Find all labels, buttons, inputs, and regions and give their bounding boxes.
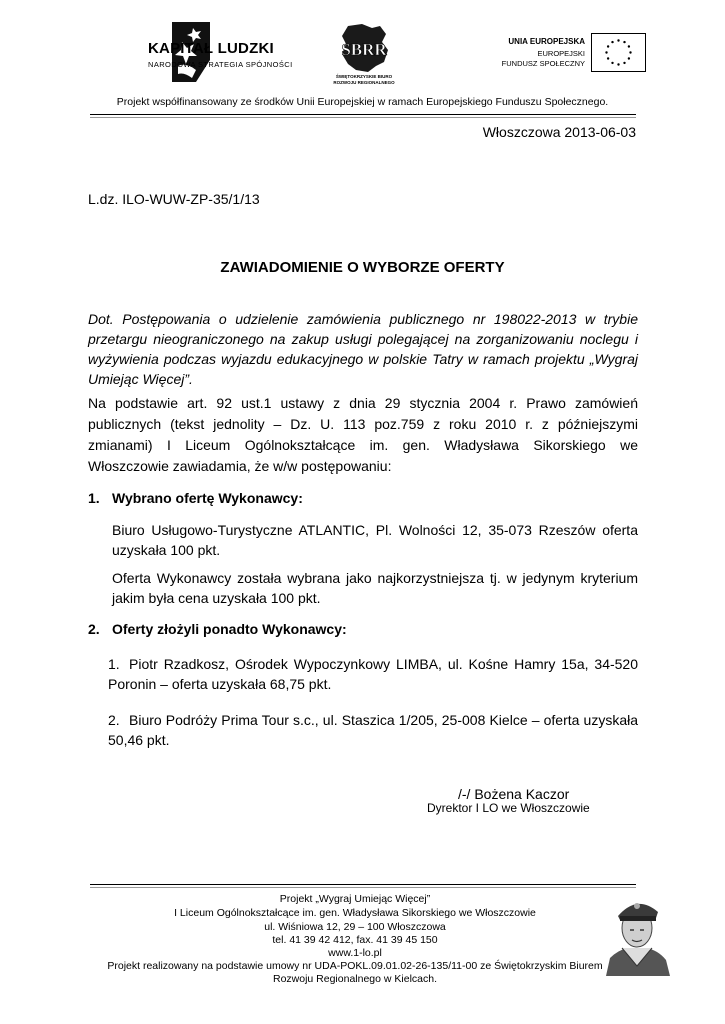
eu-star-icon: [611, 62, 613, 64]
list-item-number: 2.: [108, 712, 120, 728]
footer-contract: Projekt realizowany na podstawie umowy nr UDA-POKL.09.01.02-26-135/11-00 ze Świętokrzyskim Biurem: [107, 960, 603, 972]
list-item: [108, 654, 638, 694]
kapital-ludzki-title: KAPITAŁ LUDZKI: [148, 40, 274, 57]
footer-phone: tel. 41 39 42 412, fax. 41 39 45 150: [272, 934, 438, 946]
eu-star-icon: [605, 51, 607, 53]
footer-divider: [90, 884, 636, 885]
legal-basis-paragraph: Na podstawie art. 92 ust.1 ustawy z dnia 29 stycznia 2004 r. Prawo zamówień publicznych (tekst jednolity – Dz. U. 113 poz.759 z roku 2010 r. z późniejszymi zmianami) I Liceum Ogólnokształcące im. gen. Władysława Sikorskiego we Włoszczowie zawiadamia, że w/w postępowaniu:: [88, 395, 638, 474]
page-title: ZAWIADOMIENIE O WYBORZE OFERTY: [220, 259, 505, 276]
list-item-number: 1.: [108, 656, 120, 672]
header-divider: [90, 114, 636, 115]
eu-star-icon: [623, 41, 625, 43]
sbrr-caption-line1: ŚWIĘTOKRZYSKIE BIURO: [335, 74, 393, 79]
eu-line2: EUROPEJSKI: [537, 49, 585, 58]
winning-offer-reason-paragraph: Oferta Wykonawcy została wybrana jako najkorzystniejsza tj. w jedynym kryterium jakim była cena uzyskała 100 pkt.: [112, 570, 638, 606]
sbrr-caption-line2: ROZWOJU REGIONALNEGO: [333, 80, 395, 85]
section1-number: 1.: [88, 490, 100, 506]
footer-divider-secondary: [90, 887, 636, 888]
letter-date: Włoszczowa 2013-06-03: [482, 124, 636, 140]
kapital-ludzki-subtitle: NARODOWA STRATEGIA SPÓJNOŚCI: [148, 60, 293, 69]
signature-name: /-/ Bożena Kaczor: [458, 786, 570, 802]
section2-title: Oferty złożyli ponadto Wykonawcy:: [112, 621, 347, 637]
footer-contract-cont: Rozwoju Regionalnego w Kielcach.: [272, 973, 437, 985]
list-item-text: Piotr Rzadkosz, Ośrodek Wypoczynkowy LIMBA, ul. Kośne Hamry 15a, 34-520 Poronin – oferta uzyskała 68,75 pkt.: [108, 656, 638, 692]
footer-project-name: Projekt „Wygraj Umiejąc Więcej”: [279, 893, 431, 905]
eu-title: UNIA EUROPEJSKA: [508, 37, 585, 46]
sbrr-logo-text: SBRR: [341, 40, 387, 59]
reference-number: L.dz. ILO-WUW-ZP-35/1/13: [88, 191, 260, 207]
signature-role: Dyrektor I LO we Włoszczowie: [427, 801, 590, 815]
footer-website: www.1-lo.pl: [328, 947, 382, 959]
eu-star-icon: [617, 63, 619, 65]
section1-title: Wybrano ofertę Wykonawcy:: [112, 490, 303, 506]
footer-address: ul. Wiśniowa 12, 29 – 100 Włoszczowa: [264, 921, 446, 933]
list-item: [108, 710, 638, 750]
eu-star-icon: [607, 57, 609, 59]
eu-star-icon: [628, 57, 630, 59]
eu-star-icon: [623, 62, 625, 64]
eu-star-icon: [617, 39, 619, 41]
header-divider-secondary: [90, 117, 636, 118]
eu-star-icon: [611, 41, 613, 43]
list-item-text: Biuro Podróży Prima Tour s.c., ul. Staszica 1/205, 25-008 Kielce – oferta uzyskała 50,46 pkt.: [108, 712, 638, 748]
subject-paragraph: Dot. Postępowania o udzielenie zamówienia publicznego nr 198022-2013 w trybie przetargu nieograniczonego na zakup usługi polegającej na zorganizowaniu noclegu i wyżywienia podczas wyjazdu edukacyjnego w polskie Tatry w ramach projektu „Wygraj Umiejąc Więcej”.: [88, 311, 638, 387]
eu-star-icon: [607, 45, 609, 47]
winning-offer-paragraph: Biuro Usługowo-Turystyczne ATLANTIC, Pl. Wolności 12, 35-073 Rzeszów oferta uzyskała 100 pkt.: [112, 522, 638, 558]
section1-heading: [88, 490, 303, 506]
cofinancing-note: Projekt współfinansowany ze środków Unii Europejskiej w ramach Europejskiego Funduszu Społecznego.: [116, 96, 609, 108]
section2-heading: [88, 621, 347, 637]
footer-school-name: I Liceum Ogólnokształcące im. gen. Władysława Sikorskiego we Włoszczowie: [174, 907, 536, 919]
section2-number: 2.: [88, 621, 100, 637]
general-portrait-icon: [596, 888, 678, 978]
eu-star-icon: [628, 45, 630, 47]
eu-star-icon: [629, 51, 631, 53]
eu-flag-icon: [591, 33, 646, 72]
eu-line3: FUNDUSZ SPOŁECZNY: [501, 59, 585, 68]
